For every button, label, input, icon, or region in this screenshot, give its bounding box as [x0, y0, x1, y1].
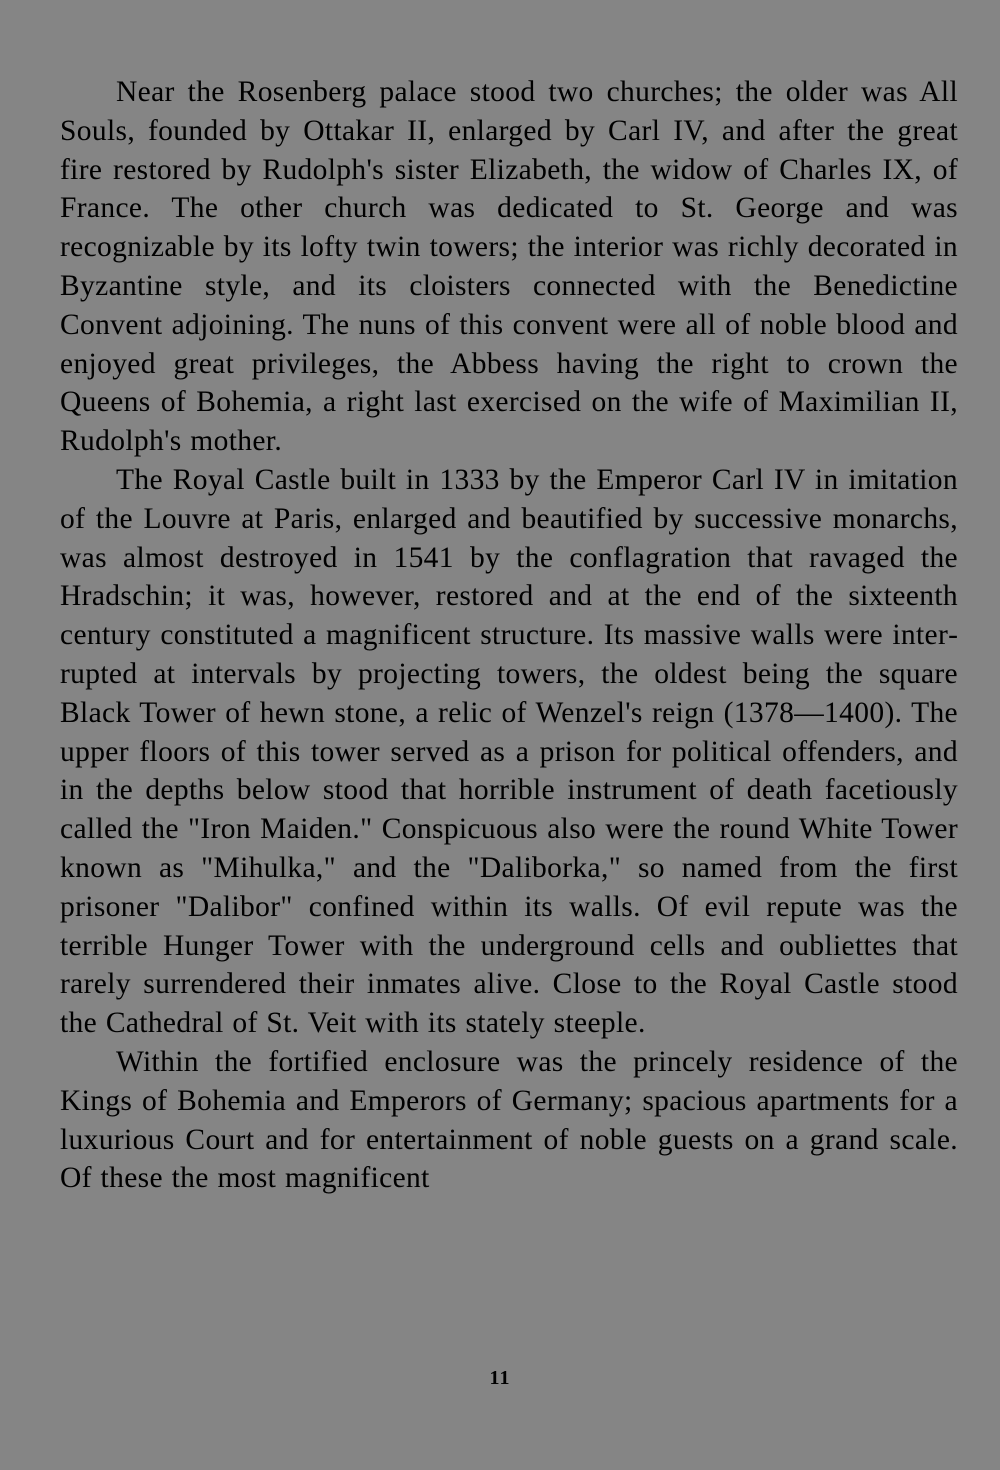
paragraph-3: Within the fortified enclosure was the princely residence of the Kings of Bohemia and Emperors of Germany; spacious apartments for a luxurious Court and for entertainment of noble guests on a grand scale. Of these the most magnificent [60, 1045, 958, 1195]
body-text [60, 73, 958, 1198]
paragraph-1: Near the Rosenberg palace stood two churches; the older was All Souls, founded by Ottakar II, enlarged by Carl IV, and after the great fire restored by Rudolph's sister Elizabeth, the widow of Charles IX, of France. The other church was dedicated to St. George and was recognizable by its lofty twin towers; the interior was richly decorated in Byzantine style, and its cloisters connected with the Benedictine Convent adjoining. The nuns of this convent were all of noble blood and enjoyed great privileges, the Abbess having the right to crown the Queens of Bohemia, a right last exercised on the wife of Maximilian II, Rudolph's mother. [60, 76, 958, 458]
paragraph-2: The Royal Castle built in 1333 by the Emperor Carl IV in imitation of the Louvre at Paris, enlarged and beautified by successive monarchs, was almost destroyed in 1541 by the conflagration that ravaged the Hradschin; it was, however, restored and at the end of the sixteenth century constituted a magnificent structure. Its massive walls were interrupted at intervals by projecting towers, the oldest being the square Black Tower of hewn stone, a relic of Wenzel's reign (1378—1400). The upper floors of this tower served as a prison for political offenders, and in the depths below stood that horrible instrument of death facetiously called the "Iron Maiden." Conspicuous also were the round White Tower known as "Mihulka," and the "Daliborka," so named from the first prisoner "Dalibor" confined within its walls. Of evil repute was the terrible Hunger Tower with the underground cells and oubliettes that rarely surrendered their inmates alive. Close to the Royal Castle stood the Cathedral of St. Veit with its stately steeple. [60, 463, 958, 1040]
page-number: 11 [489, 1367, 511, 1389]
